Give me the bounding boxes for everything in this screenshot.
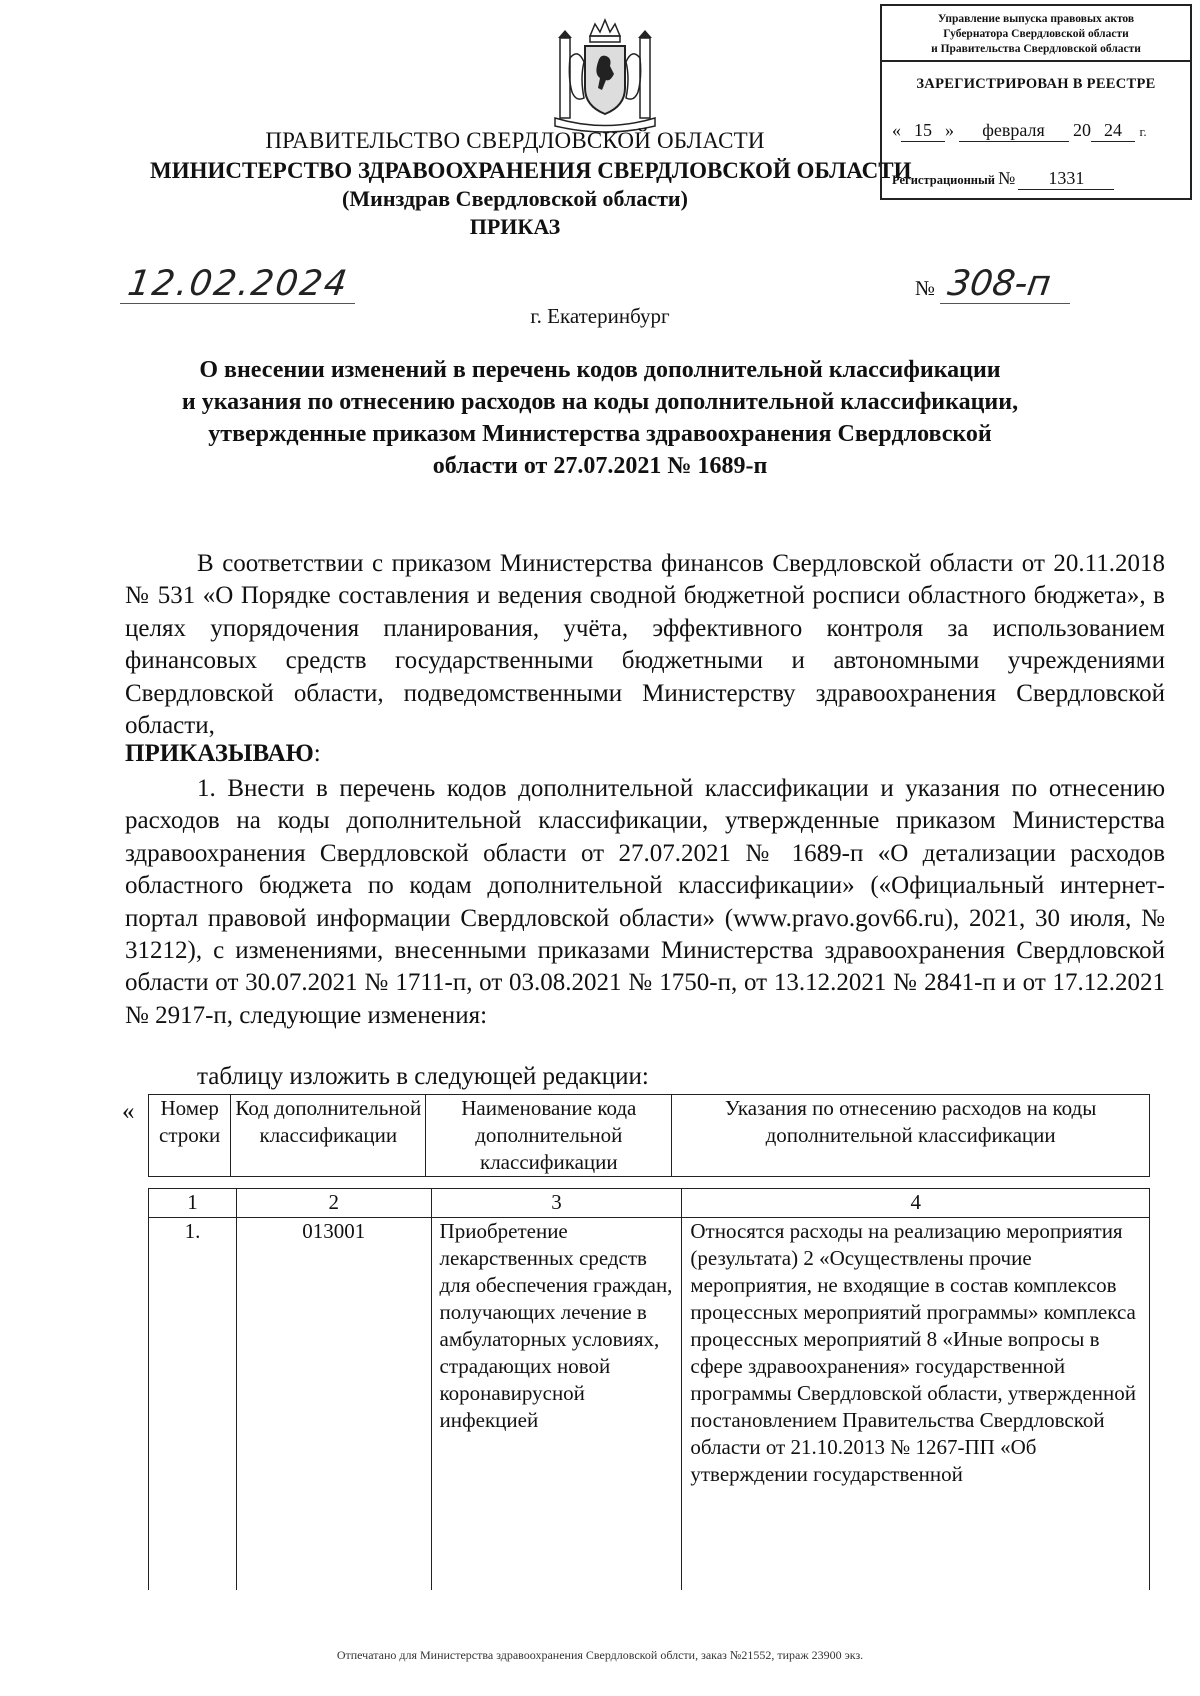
coat-of-arms-emblem	[540, 18, 670, 133]
title-line: О внесении изменений в перечень кодов дополнительной классификации	[199, 357, 1001, 383]
date-underline	[120, 303, 355, 304]
stamp-reg-value: 1331	[1018, 168, 1114, 190]
stamp-month: февраля	[959, 120, 1069, 142]
header-cell: Указания по отнесению расходов на коды дополнительной классификации	[672, 1095, 1150, 1177]
ministry-short-name: (Минздрав Свердловской области)	[342, 186, 688, 211]
stamp-registered-label: ЗАРЕГИСТРИРОВАН В РЕЕСТРЕ	[916, 76, 1156, 92]
title-line: области от 27.07.2021 № 1689-п	[432, 453, 768, 479]
stamp-reg-label: Регистрационный	[892, 173, 995, 187]
stamp-quote: «	[892, 120, 901, 140]
clause-1-paragraph: 1. Внести в перечень кодов дополнительной классификации и указания по отнесению расходов на коды дополнительной классификации, утвержденные приказом Министерства здравоохранения Свердловской области от 27.07.2021 № 1689-п «О детализации расходов областного бюджета по кодам дополнительной классификации» («Официальный интернет-портал правовой информации Свердловской области» (www.pravo.gov66.ru), 2021, 30 июля, № 31212), с изменениями, внесенными приказами Министерства здравоохранения Свердловской области от 30.07.2021 № 1711-п, от 03.08.2021 № 1750-п, от 13.12.2021 № 2841-п и от 17.12.2021 № 2917-п, следующие изменения:	[125, 775, 1165, 1029]
title-line: и указания по отнесению расходов на коды дополнительной классификации,	[181, 389, 1019, 415]
stamp-day: 15	[901, 120, 945, 142]
registry-stamp	[880, 4, 1192, 200]
stamp-year-prefix: 20	[1073, 120, 1091, 140]
stamp-year-unit: г.	[1139, 124, 1147, 139]
header-cell: Номер строки	[149, 1095, 231, 1177]
stamp-year: 24	[1091, 120, 1135, 142]
decree-colon: :	[313, 740, 321, 767]
stamp-quote: »	[945, 120, 954, 140]
decree-word	[125, 740, 321, 768]
ministry-name: МИНИСТЕРСТВО ЗДРАВООХРАНЕНИЯ СВЕРДЛОВСКОЙ ОБЛАСТИ	[150, 158, 912, 183]
column-number: 2	[237, 1189, 432, 1218]
government-name: ПРАВИТЕЛЬСТВО СВЕРДЛОВСКОЙ ОБЛАСТИ	[265, 128, 765, 153]
opening-quote: «	[122, 1098, 135, 1125]
column-number: 3	[431, 1189, 682, 1218]
row-name: Приобретение лекарственных средств для обеспечения граждан, получающих лечение в амбулаторных условиях, страдающих новой коронавирусной инфекцией	[431, 1218, 682, 1591]
codes-table	[148, 1188, 1150, 1590]
row-number: 1.	[149, 1218, 237, 1591]
header-cell: Наименование кода дополнительной классификации	[426, 1095, 672, 1177]
table-header	[148, 1094, 1150, 1177]
stamp-org-line: Управление выпуска правовых актов	[937, 13, 1135, 25]
stamp-date	[892, 120, 1147, 142]
preamble-paragraph: В соответствии с приказом Министерства финансов Свердловской области от 20.11.2018 № 531 «О Порядке составления и ведения сводной бюджетной росписи областного бюджета», в целях упорядочения планирования, учёта, эффективного контроля за использованием финансовых средств государственными бюджетными и автономными учреждениями Свердловской области, подведомственными Министерству здравоохранения Свердловской области,	[125, 550, 1165, 740]
stamp-num-sign: №	[998, 168, 1016, 188]
print-footer: Отпечатано для Министерства здравоохранения Свердловской облсти, заказ №21552, тираж 23900 экз.	[336, 1648, 864, 1662]
order-number: 308-п	[945, 264, 1054, 304]
document-type: ПРИКАЗ	[469, 214, 561, 239]
order-number-sign: №	[915, 276, 936, 300]
stamp-org-line: и Правительства Свердловской области	[931, 43, 1141, 55]
table-intro: таблицу изложить в следующей редакции:	[197, 1063, 649, 1090]
document-title	[110, 354, 1090, 482]
decree-text: ПРИКАЗЫВАЮ	[125, 740, 314, 767]
column-number: 4	[682, 1189, 1150, 1218]
number-underline	[940, 303, 1070, 304]
column-number: 1	[149, 1189, 237, 1218]
stamp-org-line: Губернатора Свердловской области	[943, 28, 1129, 40]
stamp-reg-number	[892, 168, 1114, 190]
column-number-row	[149, 1189, 1150, 1218]
city: г. Екатеринбург	[530, 304, 670, 328]
order-date: 12.02.2024	[125, 264, 352, 304]
table-row	[149, 1218, 1150, 1591]
title-line: утвержденные приказом Министерства здравоохранения Свердловской	[208, 421, 992, 447]
header-cell: Код дополнительной классификации	[231, 1095, 426, 1177]
row-instructions: Относятся расходы на реализацию мероприятия (результата) 2 «Осуществлены прочие мероприятия, не входящие в состав комплексов процессных мероприятий программы» комплекса процессных мероприятий 8 «Иные вопросы в сфере здравоохранения» государственной программы Свердловской области, утвержденной постановлением Правительства Свердловской области от 21.10.2013 № 1267-ПП «Об утверждении государственной	[682, 1218, 1150, 1591]
row-code: 013001	[237, 1218, 432, 1591]
stamp-organization	[882, 6, 1190, 62]
